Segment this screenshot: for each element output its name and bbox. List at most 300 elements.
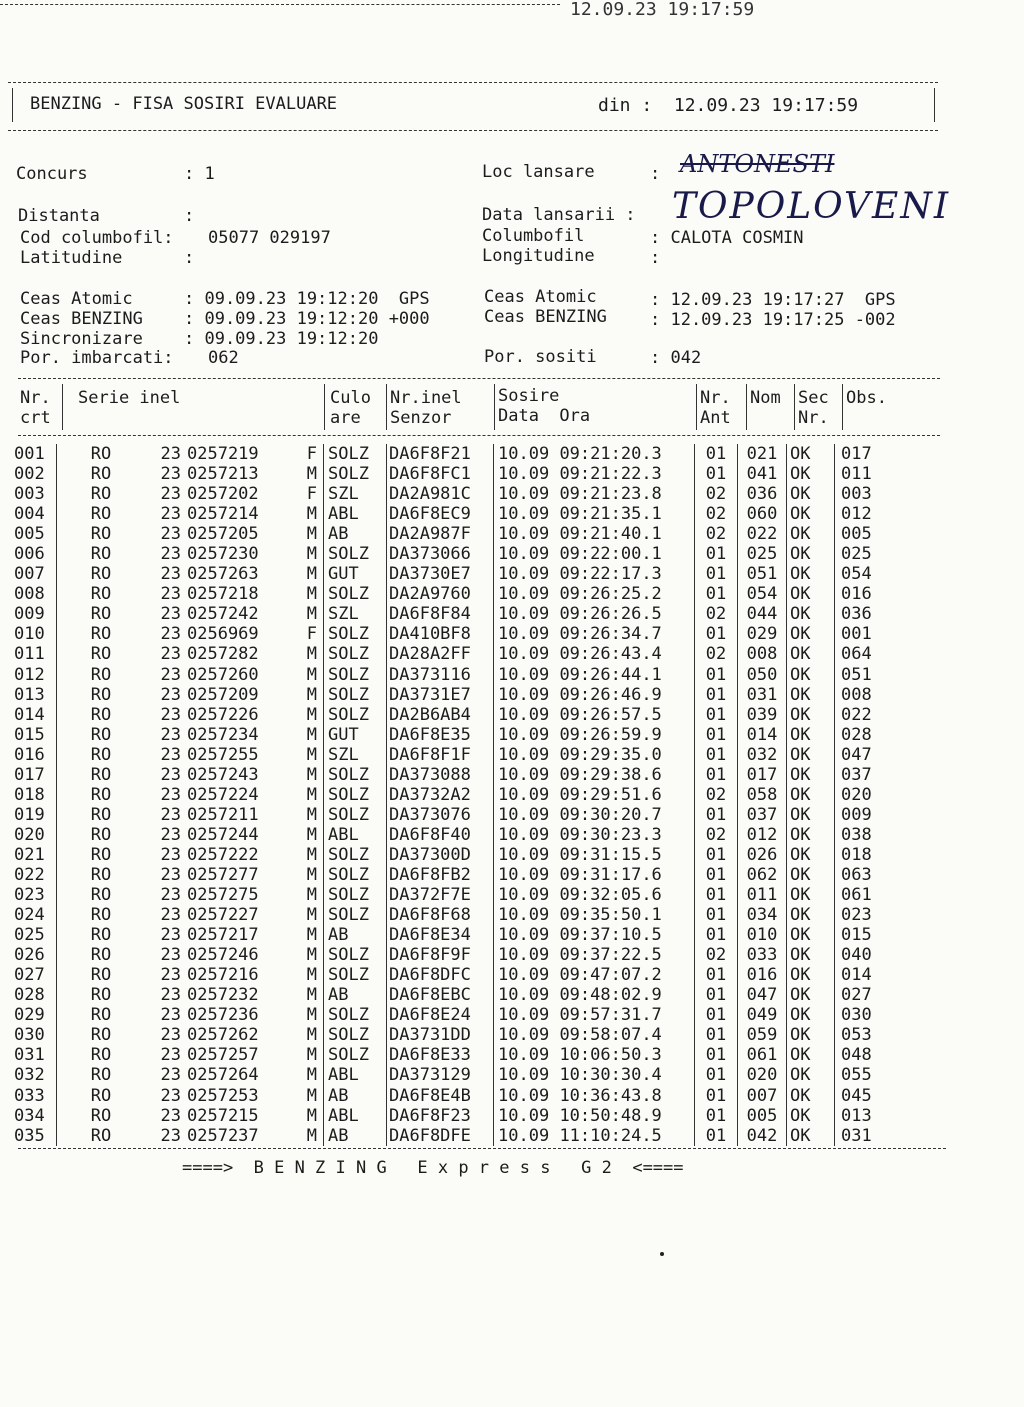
- nom: 062: [746, 865, 778, 885]
- cell-obs: [835, 865, 902, 885]
- obs: 036: [841, 604, 872, 625]
- country-code: RO: [90, 985, 112, 1006]
- nr-crt: 021: [14, 844, 45, 865]
- cell-sec: [787, 825, 835, 845]
- cell-obs: [835, 624, 902, 644]
- sosire-ora: 09:26:59.9: [559, 724, 662, 745]
- sosire-ora: 09:26:57.5: [559, 704, 662, 725]
- cell-sosire: [494, 685, 695, 705]
- cell-sec: [787, 985, 835, 1005]
- sosire-data: 10.09: [498, 925, 550, 946]
- senzor: DA2A987F: [389, 524, 471, 545]
- cell-obs: [835, 1065, 902, 1085]
- cell-culoare: [324, 524, 387, 544]
- ring-number: 0257253: [187, 1085, 259, 1106]
- cell-sec: [787, 805, 835, 825]
- culoare: SOLZ: [328, 844, 369, 865]
- cell-sec: [787, 644, 835, 664]
- cell-nr-crt: [14, 1106, 57, 1126]
- ring-number: 0257236: [187, 1005, 259, 1026]
- ring-number: 0257215: [187, 1105, 259, 1126]
- cell-sec: [787, 484, 835, 504]
- cell-nr-ant: [695, 1086, 738, 1106]
- ring-number: 0257211: [187, 804, 259, 825]
- ring-year: 23: [160, 504, 181, 525]
- sosire-data: 10.09: [498, 1045, 550, 1066]
- sex: M: [306, 945, 317, 966]
- table-row: [14, 1106, 901, 1126]
- country-code: RO: [90, 744, 112, 765]
- ring-year: 23: [160, 644, 181, 665]
- imbarcati-value: 062: [208, 348, 239, 368]
- country-code: RO: [90, 905, 112, 926]
- ring-number: 0257275: [187, 885, 259, 906]
- table-row: [14, 604, 901, 624]
- sosire-data: 10.09: [498, 464, 550, 485]
- nr-crt: 031: [14, 1045, 45, 1066]
- ring-year: 23: [160, 965, 181, 986]
- sex: M: [306, 965, 317, 986]
- cell-nr-ant: [695, 705, 738, 725]
- table-row: [14, 1065, 901, 1085]
- sec-status: OK: [790, 865, 811, 885]
- printed-timestamp: 12.09.23 19:17:59: [570, 0, 755, 20]
- cell-sec: [787, 1126, 835, 1146]
- nr-ant: 02: [705, 644, 727, 665]
- left-atomic-label: Ceas Atomic: [20, 289, 133, 309]
- sex: M: [306, 804, 317, 825]
- culoare: SOLZ: [328, 544, 369, 565]
- ring-year: 23: [160, 684, 181, 705]
- cell-nr-ant: [695, 865, 738, 885]
- cell-culoare: [324, 925, 387, 945]
- culoare: SOLZ: [328, 624, 369, 645]
- cell-sosire: [494, 865, 695, 885]
- sex: F: [306, 444, 317, 465]
- cell-serie-inel: [57, 945, 324, 965]
- sosire-ora: 09:48:02.9: [559, 985, 662, 1006]
- cell-obs: [835, 825, 902, 845]
- ring-year: 23: [160, 624, 181, 645]
- table-row: [14, 624, 901, 644]
- sec-status: OK: [790, 1025, 811, 1046]
- sex: M: [306, 905, 317, 926]
- sosire-ora: 09:21:23.8: [559, 484, 662, 505]
- senzor: DA2A9760: [389, 584, 471, 605]
- nom: 047: [746, 985, 778, 1006]
- ring-number: 0257209: [187, 684, 259, 705]
- cell-serie-inel: [57, 584, 324, 604]
- culoare: AB: [328, 985, 349, 1006]
- cell-sosire: [494, 945, 695, 965]
- culoare: SZL: [328, 604, 359, 625]
- sosire-ora: 09:26:46.9: [559, 684, 662, 705]
- cell-culoare: [324, 1126, 387, 1146]
- cell-sosire: [494, 985, 695, 1005]
- table-row: [14, 544, 901, 564]
- nom: 061: [746, 1045, 778, 1066]
- cell-culoare: [324, 624, 387, 644]
- th-sep: [494, 384, 495, 430]
- ring-year: 23: [160, 945, 181, 966]
- cell-nr-crt: [14, 564, 57, 584]
- columbofil-value: : CALOTA COSMIN: [650, 228, 804, 248]
- culoare: SOLZ: [328, 804, 369, 825]
- ring-number: 0257216: [187, 965, 259, 986]
- sosire-ora: 09:26:44.1: [559, 664, 662, 685]
- nr-ant: 01: [705, 985, 727, 1006]
- nr-crt: 004: [14, 504, 45, 525]
- cell-nr-crt: [14, 504, 57, 524]
- cell-nom: [738, 644, 787, 664]
- sosire-data: 10.09: [498, 945, 550, 966]
- nr-crt: 002: [14, 464, 45, 485]
- cell-nr-crt: [14, 685, 57, 705]
- nr-crt: 034: [14, 1105, 45, 1126]
- nr-ant: 02: [705, 504, 727, 525]
- cell-sosire: [494, 544, 695, 564]
- obs: 037: [841, 764, 872, 785]
- nom: 026: [746, 844, 778, 865]
- senzor: DA6F8FC1: [389, 464, 471, 485]
- nr-ant: 01: [705, 844, 727, 865]
- nom: 008: [746, 644, 778, 665]
- sec-status: OK: [790, 664, 811, 685]
- cell-serie-inel: [57, 1005, 324, 1025]
- sec-status: OK: [790, 744, 811, 765]
- obs: 027: [841, 985, 872, 1006]
- obs: 003: [841, 484, 872, 505]
- sosire-data: 10.09: [498, 844, 550, 865]
- sosire-data: 10.09: [498, 1005, 550, 1026]
- ring-number: 0257230: [187, 544, 259, 565]
- sec-status: OK: [790, 464, 811, 485]
- cell-serie-inel: [57, 665, 324, 685]
- cell-sec: [787, 765, 835, 785]
- table-row: [14, 725, 901, 745]
- cell-sosire: [494, 845, 695, 865]
- country-code: RO: [90, 764, 112, 785]
- sex: M: [306, 1045, 317, 1066]
- ring-number: 0257213: [187, 464, 259, 485]
- sec-status: OK: [790, 444, 811, 465]
- cell-serie-inel: [57, 805, 324, 825]
- cell-serie-inel: [57, 925, 324, 945]
- cell-sec: [787, 905, 835, 925]
- cell-sosire: [494, 925, 695, 945]
- cell-senzor: [387, 1045, 494, 1065]
- obs: 028: [841, 724, 872, 745]
- cell-culoare: [324, 885, 387, 905]
- cell-culoare: [324, 745, 387, 765]
- ring-number: 0257217: [187, 925, 259, 946]
- nom: 032: [746, 744, 778, 765]
- ring-number: 0257202: [187, 484, 259, 505]
- cell-culoare: [324, 825, 387, 845]
- cell-senzor: [387, 444, 494, 464]
- country-code: RO: [90, 965, 112, 986]
- cell-senzor: [387, 564, 494, 584]
- cell-obs: [835, 1025, 902, 1045]
- table-row: [14, 845, 901, 865]
- sosire-ora: 09:58:07.4: [559, 1025, 662, 1046]
- country-code: RO: [90, 464, 112, 485]
- th-sep: [696, 384, 697, 430]
- ring-year: 23: [160, 1025, 181, 1046]
- cell-serie-inel: [57, 504, 324, 524]
- cell-sec: [787, 665, 835, 685]
- cell-nom: [738, 1086, 787, 1106]
- sositi-label: Por. sositi: [484, 347, 597, 367]
- senzor: DA3732A2: [389, 784, 471, 805]
- cell-nr-crt: [14, 965, 57, 985]
- cell-sosire: [494, 564, 695, 584]
- cell-sosire: [494, 624, 695, 644]
- th-sec-2: Nr.: [798, 408, 829, 428]
- country-code: RO: [90, 945, 112, 966]
- cell-culoare: [324, 1086, 387, 1106]
- sosire-data: 10.09: [498, 985, 550, 1006]
- senzor: DA3730E7: [389, 564, 471, 585]
- sec-status: OK: [790, 885, 811, 906]
- nom: 010: [746, 925, 778, 946]
- cell-sec: [787, 544, 835, 564]
- sec-status: OK: [790, 544, 811, 565]
- senzor: DA6F8E24: [389, 1005, 471, 1026]
- cell-sosire: [494, 444, 695, 464]
- senzor: DA6F8E33: [389, 1045, 471, 1066]
- obs: 051: [841, 664, 872, 685]
- sec-status: OK: [790, 905, 811, 926]
- cell-senzor: [387, 845, 494, 865]
- obs: 038: [841, 824, 872, 845]
- nr-crt: 024: [14, 905, 45, 926]
- cell-obs: [835, 945, 902, 965]
- sosire-ora: 09:26:25.2: [559, 584, 662, 605]
- nom: 020: [746, 1065, 778, 1086]
- report-date: [598, 96, 858, 116]
- obs: 040: [841, 945, 872, 966]
- cell-nom: [738, 524, 787, 544]
- cell-nr-ant: [695, 604, 738, 624]
- th-nr-ant-2: Ant: [700, 408, 731, 428]
- cell-obs: [835, 504, 902, 524]
- ring-year: 23: [160, 784, 181, 805]
- th-sep: [746, 384, 747, 430]
- sec-status: OK: [790, 604, 811, 625]
- sec-status: OK: [790, 945, 811, 966]
- senzor: DA6F8EC9: [389, 504, 471, 525]
- cell-culoare: [324, 945, 387, 965]
- nom: 039: [746, 704, 778, 725]
- table-row: [14, 945, 901, 965]
- cell-obs: [835, 1106, 902, 1126]
- sosire-ora: 09:31:15.5: [559, 844, 662, 865]
- cell-sosire: [494, 644, 695, 664]
- th-sep: [386, 384, 387, 430]
- senzor: DA6F8DFC: [389, 965, 471, 986]
- ring-year: 23: [160, 824, 181, 845]
- cell-sec: [787, 564, 835, 584]
- cell-sec: [787, 705, 835, 725]
- cell-sosire: [494, 765, 695, 785]
- cell-obs: [835, 644, 902, 664]
- header-right-border: [934, 88, 935, 122]
- sec-status: OK: [790, 704, 811, 725]
- cell-sosire: [494, 705, 695, 725]
- cell-sosire: [494, 504, 695, 524]
- culoare: SOLZ: [328, 584, 369, 605]
- nr-crt: 027: [14, 965, 45, 986]
- sex: M: [306, 1085, 317, 1106]
- cell-nr-crt: [14, 604, 57, 624]
- longitudine-value: :: [650, 248, 661, 268]
- nom: 011: [746, 885, 778, 906]
- cell-nom: [738, 925, 787, 945]
- cell-sosire: [494, 665, 695, 685]
- cell-nr-crt: [14, 825, 57, 845]
- cell-senzor: [387, 685, 494, 705]
- ring-year: 23: [160, 664, 181, 685]
- ring-year: 23: [160, 925, 181, 946]
- cell-culoare: [324, 504, 387, 524]
- culoare: SOLZ: [328, 784, 369, 805]
- footer-brand: ====> B E N Z I N G E x p r e s s G 2 <====: [182, 1158, 684, 1178]
- sosire-data: 10.09: [498, 684, 550, 705]
- nom: 050: [746, 664, 778, 685]
- ring-year: 23: [160, 564, 181, 585]
- sosire-data: 10.09: [498, 524, 550, 545]
- cell-obs: [835, 564, 902, 584]
- cell-obs: [835, 765, 902, 785]
- cell-nom: [738, 504, 787, 524]
- left-benzing-label: Ceas BENZING: [20, 309, 143, 329]
- cell-nom: [738, 444, 787, 464]
- obs: 053: [841, 1025, 872, 1046]
- nr-crt: 007: [14, 564, 45, 585]
- cell-obs: [835, 965, 902, 985]
- latitudine-value: :: [184, 248, 195, 268]
- sosire-data: 10.09: [498, 744, 550, 765]
- country-code: RO: [90, 624, 112, 645]
- cell-sec: [787, 685, 835, 705]
- ring-year: 23: [160, 1065, 181, 1086]
- cell-culoare: [324, 584, 387, 604]
- cell-serie-inel: [57, 765, 324, 785]
- sec-status: OK: [790, 504, 811, 525]
- th-nom: Nom: [750, 388, 781, 408]
- th-data-ora: Data Ora: [498, 406, 591, 426]
- nr-ant: 02: [705, 945, 727, 966]
- cell-sec: [787, 1005, 835, 1025]
- nr-crt: 026: [14, 945, 45, 966]
- cell-nr-crt: [14, 765, 57, 785]
- cell-nom: [738, 685, 787, 705]
- ring-number: 0257257: [187, 1045, 259, 1066]
- nr-ant: 01: [705, 1085, 727, 1106]
- sosire-ora: 09:29:35.0: [559, 744, 662, 765]
- nom: 031: [746, 684, 778, 705]
- cell-nom: [738, 985, 787, 1005]
- cell-nr-ant: [695, 1126, 738, 1146]
- sex: M: [306, 764, 317, 785]
- obs: 054: [841, 564, 872, 585]
- cell-nom: [738, 705, 787, 725]
- cell-culoare: [324, 644, 387, 664]
- nr-crt: 020: [14, 824, 45, 845]
- table-row: [14, 765, 901, 785]
- sex: M: [306, 704, 317, 725]
- cell-senzor: [387, 925, 494, 945]
- sex: M: [306, 664, 317, 685]
- ring-number: 0257243: [187, 764, 259, 785]
- cell-sec: [787, 885, 835, 905]
- obs: 025: [841, 544, 872, 565]
- sec-status: OK: [790, 564, 811, 585]
- cell-serie-inel: [57, 644, 324, 664]
- sosire-ora: 09:29:38.6: [559, 764, 662, 785]
- cell-sosire: [494, 524, 695, 544]
- cell-senzor: [387, 865, 494, 885]
- sosire-data: 10.09: [498, 444, 550, 465]
- cell-nr-ant: [695, 685, 738, 705]
- nom: 034: [746, 905, 778, 926]
- cell-culoare: [324, 865, 387, 885]
- ring-number: 0257260: [187, 664, 259, 685]
- cell-sec: [787, 1025, 835, 1045]
- cell-nr-ant: [695, 1045, 738, 1065]
- cell-sosire: [494, 745, 695, 765]
- nr-crt: 022: [14, 865, 45, 885]
- cell-obs: [835, 584, 902, 604]
- cell-nr-crt: [14, 945, 57, 965]
- culoare: SOLZ: [328, 704, 369, 725]
- nom: 042: [746, 1125, 778, 1146]
- sosire-data: 10.09: [498, 604, 550, 625]
- nr-ant: 01: [705, 965, 727, 986]
- sosire-data: 10.09: [498, 764, 550, 785]
- cell-nom: [738, 564, 787, 584]
- cell-sec: [787, 464, 835, 484]
- sec-status: OK: [790, 965, 811, 986]
- cell-obs: [835, 484, 902, 504]
- cell-nr-crt: [14, 1005, 57, 1025]
- country-code: RO: [90, 564, 112, 585]
- cell-nr-crt: [14, 725, 57, 745]
- nr-ant: 01: [705, 684, 727, 705]
- sositi-value: : 042: [650, 348, 702, 368]
- longitudine-label: Longitudine: [482, 246, 595, 266]
- table-row: [14, 644, 901, 664]
- cell-obs: [835, 905, 902, 925]
- senzor: DA6F8F21: [389, 444, 471, 465]
- nom: 044: [746, 604, 778, 625]
- culoare: SOLZ: [328, 1045, 369, 1066]
- cell-serie-inel: [57, 1086, 324, 1106]
- cell-nr-crt: [14, 865, 57, 885]
- th-sosire: Sosire: [498, 386, 560, 406]
- cell-senzor: [387, 504, 494, 524]
- cell-sosire: [494, 1106, 695, 1126]
- cell-serie-inel: [57, 464, 324, 484]
- senzor: DA373088: [389, 764, 471, 785]
- obs: 009: [841, 804, 872, 825]
- sex: M: [306, 1105, 317, 1126]
- nr-crt: 023: [14, 885, 45, 906]
- ring-number: 0256969: [187, 624, 259, 645]
- cell-nr-ant: [695, 484, 738, 504]
- nom: 037: [746, 804, 778, 825]
